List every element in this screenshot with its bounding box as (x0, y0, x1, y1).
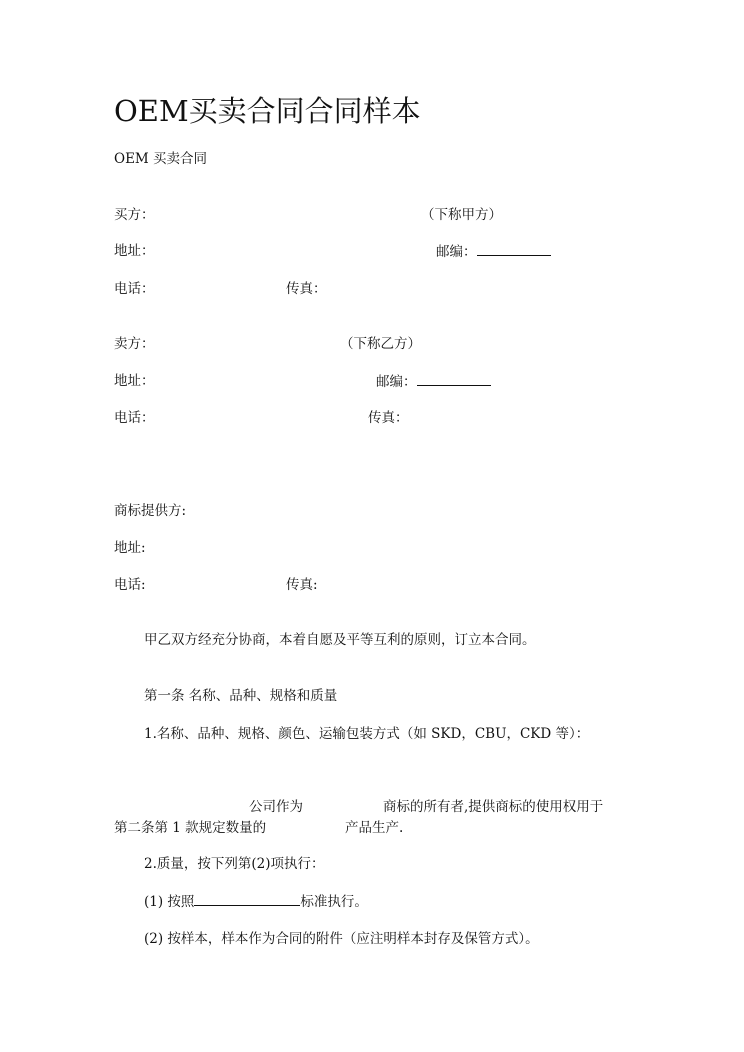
buyer-address-label: 地址： (114, 243, 155, 259)
seller-party-label: 卖方： (114, 336, 155, 352)
trademark-fax-label: 传真: (286, 577, 318, 593)
article1-item1: 1.名称、品种、规格、颜色、运输包装方式（如 SKD，CBU，CKD 等）： (144, 726, 590, 742)
seller-postcode-label: 邮编： (376, 374, 417, 390)
buyer-fax-label: 传真： (286, 281, 327, 297)
seller-postcode-blank (417, 372, 491, 386)
quality-option-1-prefix: (1) 按照 (144, 894, 195, 910)
buyer-postcode-blank (477, 242, 551, 256)
quality-standard-blank (194, 892, 300, 906)
page-title: OEM买卖合同合同样本 (114, 94, 421, 128)
article1-item2: 2.质量，按下列第(2)项执行： (144, 856, 325, 872)
buyer-postcode (436, 242, 551, 261)
trademark-provider-label: 商标提供方: (114, 503, 187, 519)
trademark-phone-label: 电话: (114, 577, 146, 593)
quality-option-1-suffix: 标准执行。 (300, 894, 368, 910)
seller-phone-label: 电话： (114, 410, 155, 426)
seller-party-alias: （下称乙方） (340, 336, 421, 352)
seller-postcode (376, 372, 491, 391)
trademark-address-label: 地址: (114, 540, 146, 556)
trademark-clause-part1: 公司作为 (249, 799, 303, 815)
contract-subtitle: OEM 买卖合同 (114, 151, 208, 167)
trademark-clause-part3: 第二条第 1 款规定数量的 (114, 820, 267, 836)
buyer-postcode-label: 邮编： (436, 244, 477, 260)
seller-address-label: 地址： (114, 373, 155, 389)
quality-option-2: (2) 按样本，样本作为合同的附件（应注明样本封存及保管方式）。 (144, 931, 539, 947)
buyer-party-label: 买方： (114, 207, 155, 223)
article1-heading: 第一条 名称、品种、规格和质量 (144, 688, 338, 704)
seller-fax-label: 传真： (368, 410, 409, 426)
quality-option-1 (144, 892, 368, 911)
buyer-party-alias: （下称甲方） (421, 207, 502, 223)
intro-paragraph: 甲乙双方经充分协商，本着自愿及平等互利的原则，订立本合同。 (144, 632, 536, 648)
trademark-clause-part2: 商标的所有者,提供商标的使用权用于 (383, 799, 604, 815)
trademark-clause-part4: 产品生产. (345, 820, 404, 836)
buyer-phone-label: 电话： (114, 281, 155, 297)
